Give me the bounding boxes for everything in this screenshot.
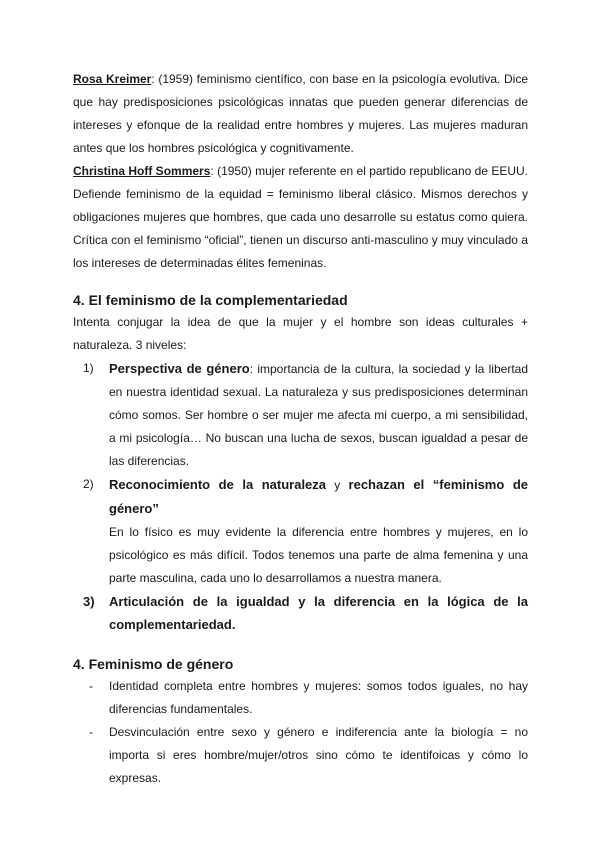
list-number: 1) (83, 361, 94, 375)
paragraph-text: : (1959) feminismo científico, con base en la psicología evolutiva. Dice que hay predisposiciones psicológicas innatas que pueden generar diferencias de intereses y efonque de la realidad entre hombres y mujeres. Las mujeres maduran antes que los hombres psicológica y cognitivamente. (73, 72, 528, 155)
list-item-title: Articulación de la igualdad y la diferencia en la lógica de la complementariedad. (109, 594, 528, 632)
section-heading-complementariedad: 4. El feminismo de la complementariedad (73, 292, 348, 308)
list-item (73, 590, 528, 636)
list-item-text: Identidad completa entre hombres y mujeres: somos todos iguales, no hay diferencias fundamentales. (109, 679, 528, 716)
paragraph-text: : (1950) mujer referente en el partido republicano de EEUU. Defiende feminismo de la equidad = feminismo liberal clásico. Mismos derechos y obligaciones mujeres que hombres, que cada uno desarrolle su estatus como quiera. Crítica con el feminismo “oficial”, tienen un discurso anti-masculino y muy vinculado a los intereses de determinadas élites femeninas. (73, 164, 529, 270)
list-number: 2) (83, 477, 94, 491)
document-page (73, 68, 528, 790)
bullet-list (73, 675, 528, 790)
list-item-text: En lo físico es muy evidente la diferencia entre hombres y mujeres, en lo psicológico es más difícil. Todos tenemos una parte de alma femenina y una parte masculina, cada uno lo desarrollamos a nuestra manera. (109, 525, 528, 585)
list-item-title: Perspectiva de género (109, 361, 250, 376)
paragraph-rosa-kreimer (73, 68, 528, 160)
list-item-connector: y (326, 478, 349, 492)
list-item (73, 357, 528, 473)
list-item-text: : importancia de la cultura, la sociedad y la libertad en nuestra identidad sexual. La naturaleza y sus predisposiciones determinan cómo somos. Ser hombre o ser mujer me afecta mi cuerpo, a mi sensibilidad, a mi psicología… No buscan una lucha de sexos, buscan igualdad a pesar de las diferencias. (109, 362, 529, 468)
list-item-title: Reconocimiento de la naturaleza (109, 477, 327, 492)
author-name: Christina Hoff Sommers (73, 164, 211, 178)
list-item (73, 721, 528, 790)
section-intro: Intenta conjugar la idea de que la mujer y el hombre son ideas culturales + naturaleza. 3 niveles: (73, 315, 528, 352)
list-item (73, 473, 528, 590)
author-name: Rosa Kreimer (73, 72, 152, 86)
list-item-text: Desvinculación entre sexo y género e indiferencia ante la biología = no importa si eres hombre/mujer/otros sino cómo te identifoicas y cómo lo expresas. (109, 725, 528, 785)
dash-bullet: - (89, 725, 93, 739)
list-number: 3) (83, 594, 95, 609)
dash-bullet: - (89, 679, 93, 693)
numbered-list (73, 357, 528, 636)
list-item-title: rechazan el “feminismo de género” (109, 477, 528, 516)
section-heading-genero: 4. Feminismo de género (73, 656, 234, 672)
paragraph-christina-hoff-sommers (73, 160, 528, 275)
list-item (73, 675, 528, 721)
